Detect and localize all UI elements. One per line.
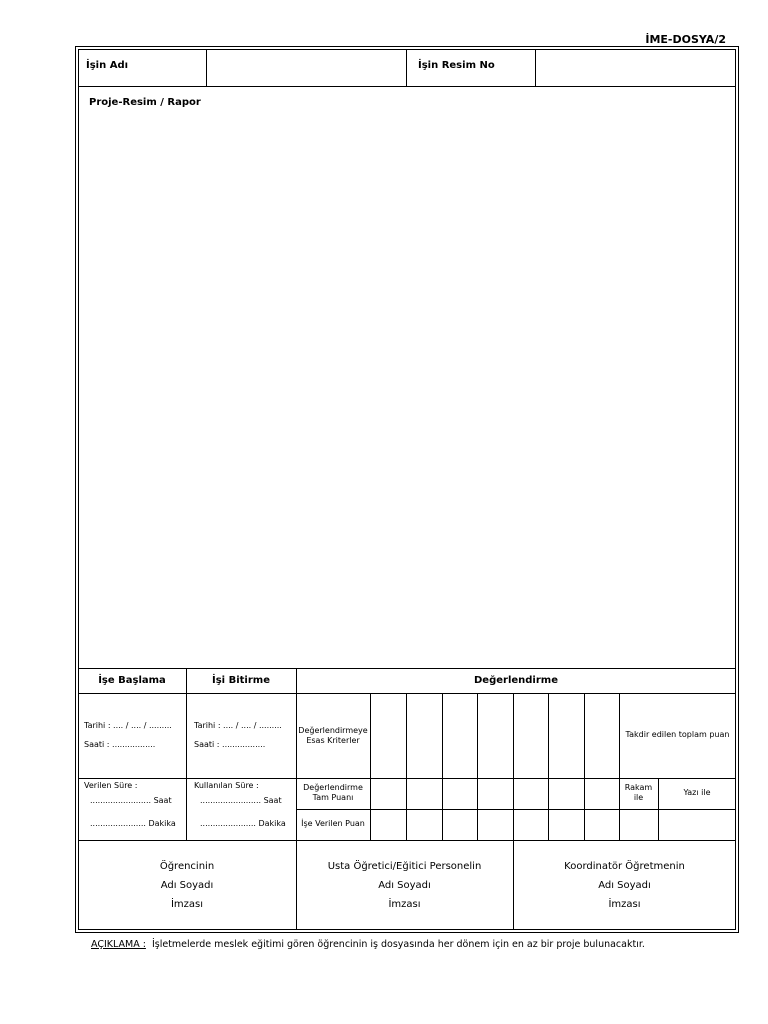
given-minutes-field[interactable]: ...................... Dakika xyxy=(90,819,176,828)
given-time-label: Verilen Süre : xyxy=(84,781,138,790)
header-col-line xyxy=(206,49,207,86)
signature-trainer xyxy=(296,857,513,914)
table-bottom-line xyxy=(78,840,736,841)
numeric-score-label xyxy=(619,783,658,803)
footer-text: İşletmelerde meslek eğitimi gören öğrencinin iş dosyasında her dönem için en az bir proje bulunacaktır. xyxy=(151,939,645,950)
criteria-col-line xyxy=(477,693,478,840)
table-row-line xyxy=(296,809,736,810)
table-header-line xyxy=(78,693,736,694)
given-score-label: İşe Verilen Puan xyxy=(301,819,365,828)
criteria-label xyxy=(296,726,370,746)
signature-title: Öğrencinin xyxy=(159,861,215,872)
job-name-label: İşin Adı xyxy=(86,60,129,71)
criteria-col-line xyxy=(442,693,443,840)
full-score-label-line1: Değerlendirme xyxy=(303,783,363,792)
drawing-no-label: İşin Resim No xyxy=(418,60,495,71)
header-col-line xyxy=(535,49,536,86)
total-score-label: Takdir edilen toplam puan xyxy=(625,730,730,739)
project-drawing-area[interactable] xyxy=(80,115,734,665)
signature-name: Adı Soyadı xyxy=(598,880,651,891)
project-drawing-report-label: Proje-Resim / Rapor xyxy=(89,97,201,108)
criteria-col-line xyxy=(584,693,585,840)
form-code: İME-DOSYA/2 xyxy=(645,33,726,46)
criteria-label-line1: Değerlendirmeye xyxy=(298,726,368,735)
footer-label: AÇIKLAMA : xyxy=(91,939,146,950)
signature-sign: İmzası xyxy=(388,899,421,910)
end-header: İşi Bitirme xyxy=(212,675,270,686)
evaluation-header: Değerlendirme xyxy=(473,675,558,686)
footer-note xyxy=(91,939,645,950)
table-col-line xyxy=(186,668,187,840)
criteria-col-line xyxy=(619,693,620,840)
signature-coordinator xyxy=(513,857,736,914)
table-top-line xyxy=(78,668,736,669)
signature-sign: İmzası xyxy=(608,899,641,910)
signature-name: Adı Soyadı xyxy=(160,880,214,891)
criteria-col-line xyxy=(370,693,371,840)
signature-title: Koordinatör Öğretmenin xyxy=(564,861,685,872)
header-col-line xyxy=(406,49,407,86)
used-hours-field[interactable]: ........................ Saat xyxy=(200,796,282,805)
given-hours-field[interactable]: ........................ Saat xyxy=(90,796,172,805)
signature-sign: İmzası xyxy=(170,899,204,910)
table-row-line xyxy=(78,778,736,779)
full-score-label-line2: Tam Puanı xyxy=(312,793,354,802)
criteria-label-line2: Esas Kriterler xyxy=(306,736,360,745)
written-score-label: Yazı ile xyxy=(683,788,711,797)
full-score-label xyxy=(296,783,370,803)
criteria-col-line xyxy=(406,693,407,840)
signature-title: Usta Öğretici/Eğitici Personelin xyxy=(327,861,482,872)
header-divider xyxy=(78,86,736,87)
numeric-score-label-line2: ile xyxy=(633,793,644,802)
start-header: İşe Başlama xyxy=(98,675,166,686)
used-minutes-field[interactable]: ...................... Dakika xyxy=(200,819,286,828)
end-time-field[interactable]: Saati : ................. xyxy=(194,740,266,749)
criteria-col-line xyxy=(548,693,549,840)
signature-student xyxy=(78,857,296,914)
start-date-field[interactable]: Tarihi : .... / .... / ......... xyxy=(84,721,172,730)
signature-name: Adı Soyadı xyxy=(378,880,431,891)
start-time-field[interactable]: Saati : ................. xyxy=(84,740,156,749)
end-date-field[interactable]: Tarihi : .... / .... / ......... xyxy=(194,721,282,730)
numeric-score-label-line1: Rakam xyxy=(624,783,653,792)
used-time-label: Kullanılan Süre : xyxy=(194,781,259,790)
